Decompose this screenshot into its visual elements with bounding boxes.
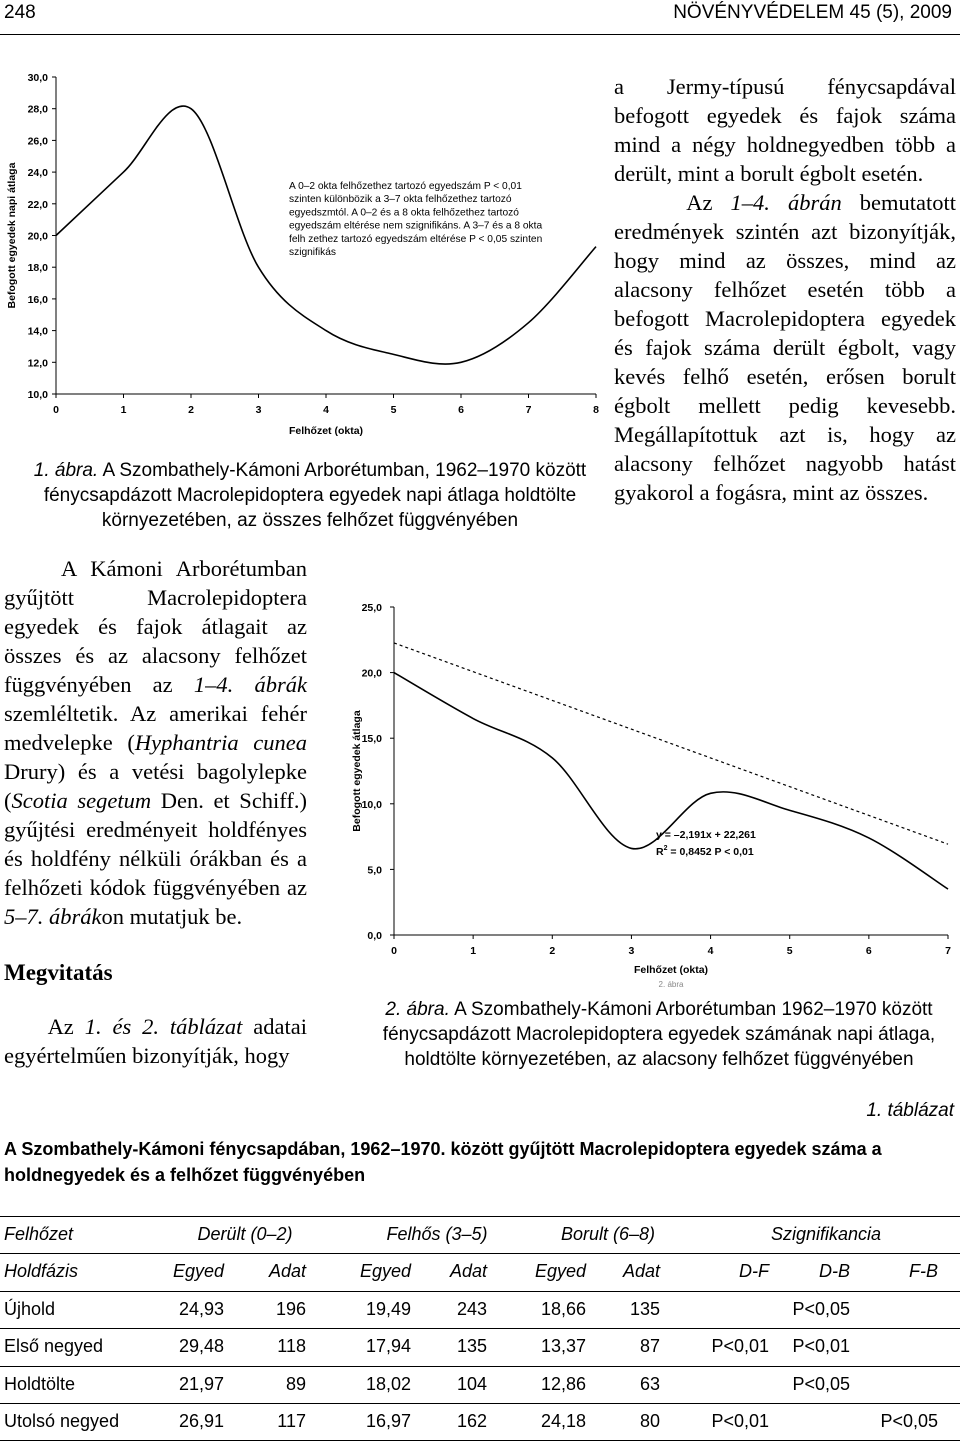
table-cell: Borult (6–8) [560, 1224, 656, 1244]
cutoff-legend-text: 2. ábra [658, 980, 684, 989]
table-cell: Adat [449, 1261, 487, 1281]
figure-2-caption-text: A Szombathely-Kámoni Arborétumban 1962–1970 között fénycsapdázott Macrolepidoptera egyedek számának napi átlaga, holdtölte környezetében, az alacsony felhőzet függvényében [382, 999, 936, 1070]
table-cell: Derült (0–2) [197, 1224, 293, 1244]
x-tick-label: 6 [458, 404, 464, 416]
table-title: A Szombathely-Kámoni fénycsapdában, 1962–1970. között gyűjtött Macrolepidoptera egyedek száma a holdnegyedek és a felhőzet függvényében [4, 1139, 882, 1185]
table-row [0, 1403, 960, 1440]
table-cell: P<0,01 [792, 1336, 850, 1357]
section-heading: Megvitatás [4, 960, 113, 985]
table-cell: Holdfázis [4, 1261, 79, 1281]
table-cell: 63 [639, 1373, 660, 1394]
table-cell: 17,94 [365, 1336, 411, 1357]
annotation-line: szignifikás [289, 247, 336, 258]
table-cell: Egyed [534, 1261, 586, 1281]
table-row [0, 1328, 960, 1365]
x-tick-label: 4 [323, 404, 329, 416]
annotation-line: felh zethez tartozó egyedszám eltérése P < 0,05 szinten [289, 233, 543, 245]
y-tick-label: 10,0 [27, 389, 48, 401]
table-cell: 162 [456, 1410, 487, 1431]
table-cell: 12,86 [540, 1373, 586, 1394]
x-tick-label: 1 [470, 945, 477, 957]
y-axis-title: Befogott egyedek napi átlaga [6, 162, 18, 309]
y-tick-label: 22,0 [27, 198, 48, 211]
table-cell: 118 [277, 1336, 306, 1357]
table-cell: Adat [268, 1261, 306, 1281]
x-axis-title: Felhőzet (okta) [633, 964, 709, 976]
r-symbol: R [656, 846, 664, 858]
table-cell: 24,18 [540, 1410, 586, 1431]
table-cell: Utolsó negyed [4, 1410, 120, 1431]
table-cell: 117 [277, 1410, 306, 1431]
y-tick-label: 20,0 [27, 230, 48, 243]
table-cell: P<0,05 [880, 1410, 938, 1431]
table-cell: Egyed [172, 1261, 224, 1281]
x-tick-label: 5 [786, 945, 793, 957]
x-tick-label: 8 [593, 404, 599, 416]
table-sub-header [0, 1253, 960, 1290]
table-cell: D-F [739, 1261, 769, 1281]
table-cell: 135 [629, 1299, 660, 1319]
table-cell: P<0,05 [792, 1373, 850, 1394]
y-tick-label: 20,0 [361, 667, 382, 680]
table-cell: F-B [909, 1261, 938, 1281]
annotation-line: A 0–2 okta felhőzethez tartozó egyedszám P < 0,01 [289, 181, 522, 192]
table-row [0, 1366, 960, 1403]
table-cell: P<0,01 [711, 1336, 769, 1357]
table-cell: 29,48 [178, 1336, 224, 1357]
y-tick-label: 0,0 [367, 930, 382, 942]
y-tick-label: 15,0 [361, 733, 382, 746]
table-cell: P<0,01 [711, 1410, 769, 1431]
r-exponent: 2 [663, 845, 668, 852]
table-cell: Első negyed [4, 1336, 104, 1357]
table-cell: Felhőzet [4, 1224, 74, 1244]
table-cell: 21,97 [178, 1373, 224, 1394]
table-cell: 135 [456, 1336, 487, 1357]
x-axis-title: Felhőzet (okta) [288, 425, 364, 437]
y-tick-label: 18,0 [27, 262, 48, 275]
journal-title: NÖVÉNYVÉDELEM 45 (5), 2009 [673, 2, 952, 23]
figure-1-caption-text: A Szombathely-Kámoni Arborétumban, 1962–1970 között fénycsapdázott Macrolepidoptera egyedek napi átlaga holdtölte környezetében, az összes felhőzet függvényében [43, 460, 587, 531]
table-cell: 18,66 [540, 1299, 586, 1319]
regression-equation: y = –2,191x + 22,261 [656, 829, 756, 841]
page-number: 248 [4, 2, 36, 23]
table-cell: P<0,05 [792, 1299, 850, 1319]
x-tick-label: 2 [549, 945, 556, 957]
table-cell: Felhős (3–5) [386, 1224, 488, 1244]
figure-2-label: 2. ábra. [385, 999, 450, 1020]
table-cell: Holdtölte [4, 1373, 76, 1394]
x-tick-label: 4 [707, 945, 714, 957]
y-tick-label: 25,0 [361, 602, 382, 614]
table-cell: 19,49 [365, 1299, 411, 1319]
x-tick-label: 6 [865, 945, 872, 957]
annotation-line: egyedszám eltérése nem szignifikáns. A 3–7 és a 8 okta [289, 220, 543, 232]
x-tick-label: 2 [188, 404, 194, 416]
table-cell: 18,02 [365, 1373, 411, 1394]
annotation-line: egyedszmtól. A 0–2 és a 8 okta felhőzethez tartozó [289, 207, 519, 219]
table-cell: Újhold [4, 1299, 56, 1319]
table-cell: 243 [456, 1299, 487, 1319]
annotation-line: szinten különbözik a 3–7 okta felhőzethez tartozó [289, 194, 512, 206]
figure-2-caption [362, 997, 956, 1072]
regression-r2 [656, 845, 754, 858]
y-tick-label: 10,0 [361, 798, 382, 811]
x-tick-label: 0 [391, 945, 397, 957]
y-tick-label: 5,0 [367, 864, 382, 877]
y-tick-label: 24,0 [27, 167, 48, 180]
x-tick-label: 0 [53, 404, 59, 416]
table-number: 1. táblázat [866, 1100, 954, 1121]
table-cell: D-B [819, 1261, 850, 1281]
x-tick-label: 3 [628, 945, 635, 957]
x-tick-label: 3 [255, 404, 262, 416]
x-tick-label: 1 [120, 404, 127, 416]
y-tick-label: 26,0 [27, 135, 48, 148]
table-cell: Adat [622, 1261, 660, 1281]
x-tick-label: 7 [525, 404, 532, 416]
y-tick-label: 14,0 [27, 325, 48, 338]
table-cell: 26,91 [178, 1410, 224, 1431]
table-cell: 196 [275, 1299, 306, 1319]
table-cell: 89 [285, 1373, 306, 1394]
body-right-column: a Jermy-típusú fénycsapdával befogott egyedek és fajok száma mind a négy holdnegyedben több a derült, mint a borult égbolt esetén. Az 1–4. ábrán bemutatott eredmények szintén azt bizonyítják, hogy mind az összes, mind az alacsony felhőzet esetén több a befogott Macrolepidoptera egyedek és fajok száma derült égbolt, vagy kevés felhő esetén, erősen borult égbolt mellett pedig kevesebb. Megállapítottuk azt is, hogy az alacsony felhőzet nagyobb hatást gyakorol a fogásra, mint az összes. [614, 74, 956, 505]
table-cell: 87 [639, 1336, 660, 1357]
table-group-header [0, 1216, 960, 1253]
body-left-column: A Kámoni Arborétumban gyűjtött Macrolepidoptera egyedek és fajok átlagait az összes és az alacsony felhőzet függvényében az 1–4. ábrák szemléltetik. Az amerikai fehér medvelepke (Hyphantria cunea Drury) és a vetési bagolylepke (Scotia segetum Den. et Schiff.) gyűjtési eredményeit holdfényes és holdfény nélküli órákban és a felhőzeti kódok függvényében az 5–7. ábrákon mutatjuk be. [4, 556, 308, 929]
table-cell: Egyed [359, 1261, 411, 1281]
y-tick-label: 30,0 [27, 72, 48, 84]
table-row [0, 1291, 960, 1328]
r-value: = 0,8452 P < 0,01 [667, 846, 754, 858]
table-cell: 80 [639, 1410, 660, 1431]
figure-1-label: 1. ábra. [33, 460, 99, 481]
table-cell: 13,37 [540, 1336, 586, 1357]
y-tick-label: 28,0 [27, 103, 48, 116]
table-cell: 104 [456, 1373, 487, 1394]
trend-line [394, 643, 948, 844]
x-tick-label: 7 [945, 945, 951, 957]
y-axis-title: Befogott egyedek átlaga [351, 710, 363, 832]
table-cell: Szignifikancia [770, 1224, 882, 1244]
discussion-paragraph: Az 1. és 2. táblázat adatai egyértelműen bizonyítják, hogy [4, 1014, 307, 1068]
table-cell: 16,97 [365, 1410, 411, 1431]
y-tick-label: 16,0 [27, 293, 48, 306]
y-tick-label: 12,0 [27, 357, 48, 370]
table-cell: 24,93 [178, 1299, 224, 1319]
x-tick-label: 5 [390, 404, 397, 416]
